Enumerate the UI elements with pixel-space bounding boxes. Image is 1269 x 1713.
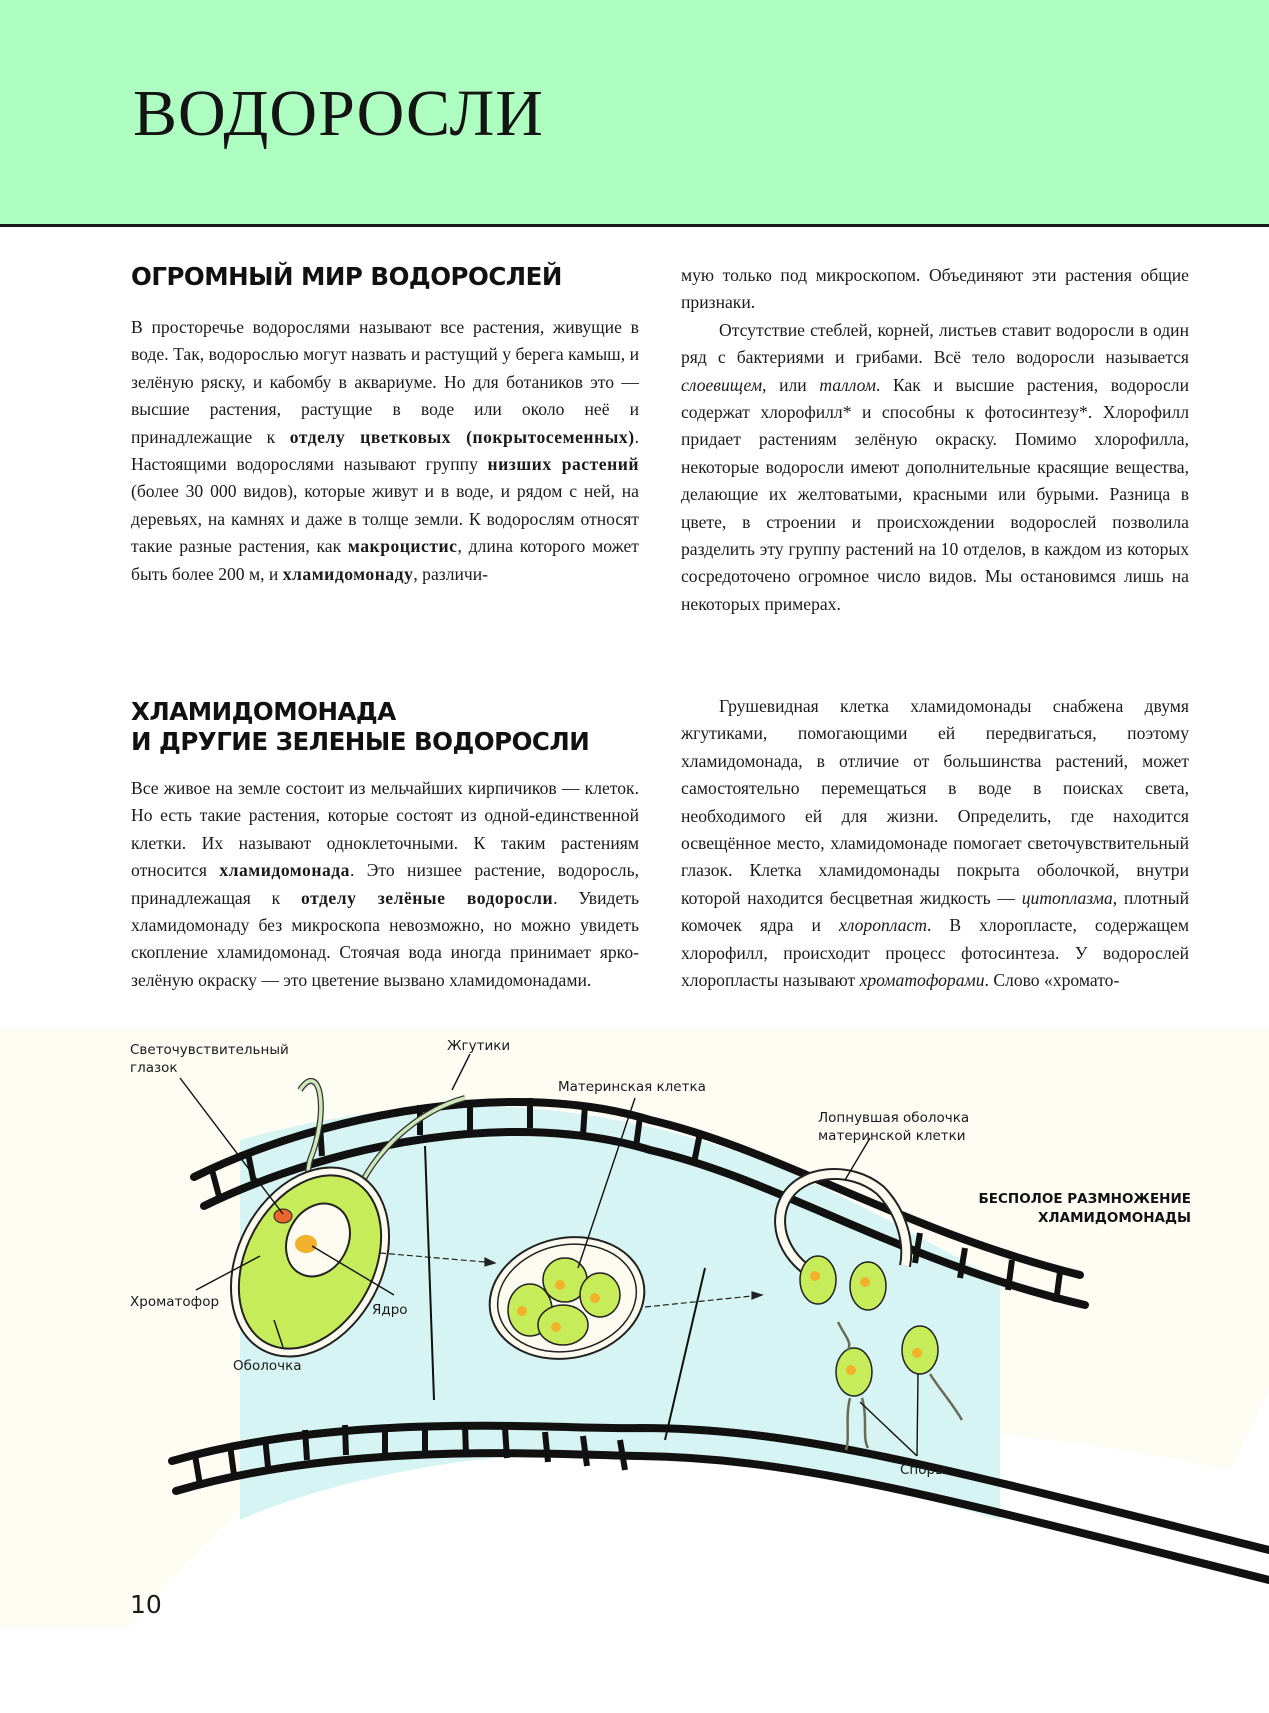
label-eyespot-line2: глазок bbox=[130, 1060, 178, 1076]
label-nucleus: Ядро bbox=[372, 1302, 408, 1318]
italic-term: слоевищем, bbox=[681, 374, 767, 395]
paragraph: Грушевидная клетка хламидомонады снабжена двумя жгутиками, помогающими ей передвигаться, поэтому хламидомонада, в отличие от большинства растений, может самостоятельно перемещаться в воде в поисках света, необходимого ей для жизни. Определить, где находится освещённое место, хламидомонаде помогает светочувствительный глазок. Клетка хламидомонады покрыта оболочкой, внутри которой находится бесцветная жидкость — цитоплазма, плотный комочек ядра и хлоропласт. В хлоропласте, содержащем хлорофилл, происходит процесс фотосинтеза. У водорослей хлоропласты называют хроматофорами. Слово «хромато- bbox=[681, 696, 1189, 991]
italic-term: цитоплазма bbox=[1021, 887, 1113, 908]
bold-term: отделу цветковых (покрытосеменных) bbox=[289, 426, 635, 447]
section2-left-column bbox=[131, 775, 639, 994]
italic-term: таллом bbox=[819, 374, 876, 395]
label-burst-membrane: Лопнувшая оболочка bbox=[818, 1110, 970, 1126]
paragraph: Отсутствие стеблей, корней, листьев ставит водоросли в один ряд с бактериями и грибами. Всё тело водоросли называется слоевищем, или таллом. Как и высшие растения, водоросли содержат хлорофилл* и способны к фотосинтезу*. Хлорофилл придает растениям зелёную окраску. Помимо хлорофилла, некоторые водоросли имеют дополнительные красящие вещества, делающие их желтоватыми, красными или бурыми. Разница в цвете, в строении и происхождении водорослей позволила разделить эту группу растений на 10 отделов, в каждом из которых сосредоточено огромное число видов. Мы остановимся лишь на некоторых примерах. bbox=[681, 319, 1189, 614]
diagram-title-line1: БЕСПОЛОЕ РАЗМНОЖЕНИЕ bbox=[978, 1191, 1191, 1207]
section2-right-column bbox=[681, 693, 1189, 994]
label-eyespot: Светочувствительный bbox=[130, 1042, 289, 1058]
page-number: 10 bbox=[130, 1590, 162, 1619]
diagram-title-line2: ХЛАМИДОМОНАДЫ bbox=[1038, 1210, 1191, 1226]
label-membrane: Оболочка bbox=[233, 1358, 302, 1374]
italic-term: хроматофорами bbox=[859, 970, 985, 991]
label-burst-membrane-line2: материнской клетки bbox=[818, 1128, 966, 1144]
bold-term: макроцистис bbox=[347, 536, 458, 557]
label-spores: Споры bbox=[900, 1462, 946, 1478]
chapter-header bbox=[0, 0, 1269, 227]
nucleus bbox=[295, 1235, 317, 1253]
eyespot bbox=[274, 1209, 292, 1223]
section-heading-chlamydomonas: ХЛАМИДОМОНАДА И ДРУГИЕ ЗЕЛЕНЫЕ ВОДОРОСЛИ bbox=[131, 697, 590, 756]
label-flagella: Жгутики bbox=[447, 1038, 511, 1054]
bold-term: низших растений bbox=[487, 454, 639, 475]
paragraph: Все живое на земле состоит из мельчайших кирпичиков — клеток. Но есть такие растения, которые состоят из одной-единственной клетки. Их называют одноклеточными. К таким растениям относится хламидомонада. Это низшее растение, водоросль, принадлежащая к отделу зелёные водоросли. Увидеть хламидомонаду без микроскопа невозможно, но можно увидеть скопление хламидомонад. Стоячая вода иногда принимает ярко-зелёную окраску — это цветение вызвано хламидомонадами. bbox=[131, 778, 640, 990]
chapter-title: ВОДОРОСЛИ bbox=[133, 77, 544, 150]
bold-term: хламидомонада bbox=[219, 860, 350, 881]
paragraph: мую только под микроскопом. Объединяют эти растения общие признаки. bbox=[681, 265, 1189, 313]
section1-right-column bbox=[681, 262, 1189, 618]
chlamydomonas-reproduction-diagram bbox=[0, 1028, 1269, 1628]
label-mother-cell: Материнская клетка bbox=[558, 1079, 706, 1095]
label-chromatophore: Хроматофор bbox=[130, 1294, 220, 1310]
paragraph: В просторечье водорослями называют все растения, живущие в воде. Так, водорослью могут назвать и растущий у берега камыш, и зелёную ряску, и кабомбу в аквариуме. Но для ботаников это — высшие растения, растущие в воде или около неё и принадлежащие к отделу цветковых (покрытосеменных). Настоящими водорослями называют группу низших растений (более 30 000 видов), которые живут и в воде, и рядом с ней, на деревьях, на камнях и даже в толще земли. К водорослям относят такие разные растения, как макроцистис, длина которого может быть более 200 м, и хламидомонаду, различи- bbox=[131, 317, 639, 584]
bold-term: хламидомонаду bbox=[282, 563, 414, 584]
section1-left-column bbox=[131, 314, 639, 588]
section-heading-algae-world: ОГРОМНЫЙ МИР ВОДОРОСЛЕЙ bbox=[131, 262, 562, 291]
italic-term: хлоропласт bbox=[838, 915, 928, 936]
bold-term: отделу зелёные водоросли bbox=[301, 887, 554, 908]
